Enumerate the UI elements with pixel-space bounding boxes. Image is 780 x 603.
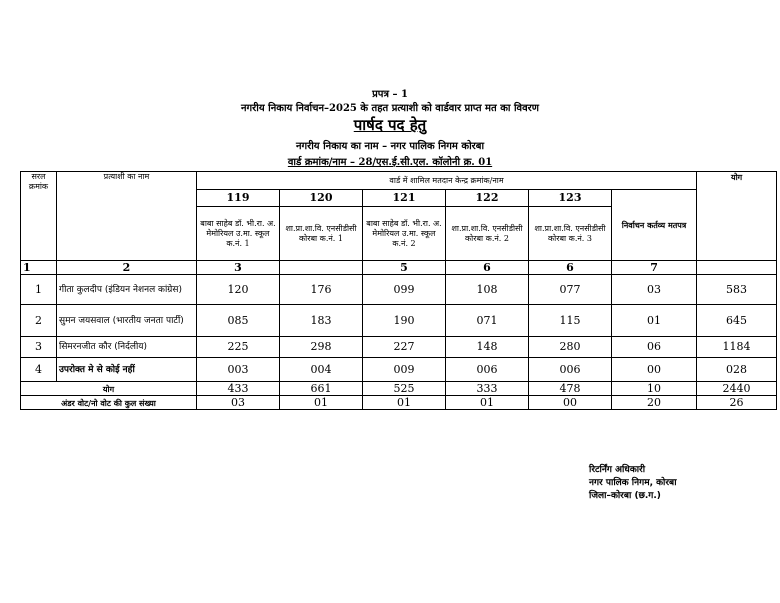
candidate-name: गीता कुलदीप (इंडियन नेशनल कांग्रेस) <box>57 275 197 305</box>
index-cell: 2 <box>57 261 197 275</box>
booth-number: 123 <box>529 190 612 207</box>
table-row <box>21 305 777 337</box>
postal-cell: 06 <box>612 337 697 358</box>
signature-district: जिला–कोरबा (छ.ग.) <box>589 491 661 501</box>
under-vote-cell: 01 <box>280 396 363 410</box>
ward-name: वार्ड क्रमांक/नाम – 28/एस.ई.सी.एल. कॉलोनी क्र. 01 <box>287 157 493 168</box>
vote-cell: 006 <box>446 358 529 382</box>
document-subtitle: नगरीय निकाय निर्वाचन–2025 के तहत प्रत्याशी को वार्डवार प्राप्त मत का विवरण <box>241 103 539 114</box>
vote-cell: 006 <box>529 358 612 382</box>
vote-cell: 298 <box>280 337 363 358</box>
table-row <box>21 275 777 305</box>
total-cell: 583 <box>697 275 777 305</box>
index-cell: 6 <box>529 261 612 275</box>
postal-cell: 00 <box>612 358 697 382</box>
total-cell: 645 <box>697 305 777 337</box>
col-name-header: प्रत्याशी का नाम <box>57 172 197 261</box>
table-row <box>21 358 777 382</box>
index-cell: 7 <box>612 261 697 275</box>
under-vote-label: अंडर वोट/नो वोट की कुल संख्या <box>21 396 197 410</box>
vote-total-cell: 333 <box>446 382 529 396</box>
document-title: पार्षद पद हेतु <box>353 116 427 134</box>
index-row <box>21 261 777 275</box>
vote-total-cell: 661 <box>280 382 363 396</box>
grand-total-cell: 2440 <box>697 382 777 396</box>
under-vote-cell: 01 <box>363 396 446 410</box>
col-centers-header: वार्ड में शामिल मतदान केन्द्र क्रमांक/नाम <box>197 172 697 190</box>
col-postal-header: निर्वाचन कर्तव्य मतपत्र <box>612 190 697 261</box>
index-cell <box>280 261 363 275</box>
vote-cell: 003 <box>197 358 280 382</box>
vote-cell: 099 <box>363 275 446 305</box>
vote-cell: 190 <box>363 305 446 337</box>
candidate-name: सुमन जयसवाल (भारतीय जनता पार्टी) <box>57 305 197 337</box>
booth-number: 121 <box>363 190 446 207</box>
under-vote-cell: 03 <box>197 396 280 410</box>
results-table <box>20 171 777 410</box>
total-row-label: योग <box>21 382 197 396</box>
signature-office: नगर पालिक निगम, कोरबा <box>589 478 677 488</box>
booth-number: 120 <box>280 190 363 207</box>
col-total-header: योग <box>697 172 777 261</box>
vote-cell: 176 <box>280 275 363 305</box>
vote-cell: 108 <box>446 275 529 305</box>
vote-cell: 009 <box>363 358 446 382</box>
postal-total-cell: 10 <box>612 382 697 396</box>
vote-cell: 120 <box>197 275 280 305</box>
table-row <box>21 337 777 358</box>
under-vote-cell: 01 <box>446 396 529 410</box>
total-cell: 028 <box>697 358 777 382</box>
index-cell: 1 <box>21 261 57 275</box>
booth-name: शा.प्रा.शा.वि. एनसीडीसी कोरबा क.नं. 1 <box>280 207 363 261</box>
vote-cell: 085 <box>197 305 280 337</box>
vote-cell: 280 <box>529 337 612 358</box>
body-name: नगरीय निकाय का नाम – नगर पालिक निगम कोरबा <box>295 141 485 152</box>
postal-cell: 01 <box>612 305 697 337</box>
vote-total-cell: 433 <box>197 382 280 396</box>
form-number: प्रपत्र – 1 <box>372 89 408 100</box>
vote-total-cell: 525 <box>363 382 446 396</box>
signature-title: रिटर्निंग अधिकारी <box>589 465 646 475</box>
vote-total-cell: 478 <box>529 382 612 396</box>
postal-cell: 03 <box>612 275 697 305</box>
vote-cell: 225 <box>197 337 280 358</box>
vote-cell: 115 <box>529 305 612 337</box>
under-vote-total: 26 <box>697 396 777 410</box>
under-vote-row <box>21 396 777 410</box>
index-cell <box>697 261 777 275</box>
serial-cell: 1 <box>21 275 57 305</box>
total-cell: 1184 <box>697 337 777 358</box>
vote-cell: 183 <box>280 305 363 337</box>
index-cell: 5 <box>363 261 446 275</box>
booth-name: शा.प्रा.शा.वि. एनसीडीसी कोरबा क.नं. 2 <box>446 207 529 261</box>
serial-cell: 3 <box>21 337 57 358</box>
booth-number: 122 <box>446 190 529 207</box>
vote-cell: 004 <box>280 358 363 382</box>
booth-name: शा.प्रा.शा.वि. एनसीडीसी कोरबा क.नं. 3 <box>529 207 612 261</box>
serial-cell: 2 <box>21 305 57 337</box>
under-vote-cell: 00 <box>529 396 612 410</box>
booth-name: बाबा साहेब डॉ. भी.रा. अ. मेमोरियल उ.मा. स्कूल क.नं. 1 <box>197 207 280 261</box>
col-serial-header: सरल क्रमांक <box>21 172 57 261</box>
vote-cell: 148 <box>446 337 529 358</box>
total-row <box>21 382 777 396</box>
under-vote-postal: 20 <box>612 396 697 410</box>
index-cell: 3 <box>197 261 280 275</box>
candidate-name: सिमरनजीत कौर (निर्दलीय) <box>57 337 197 358</box>
vote-cell: 071 <box>446 305 529 337</box>
signature-block <box>589 464 677 503</box>
vote-cell: 077 <box>529 275 612 305</box>
serial-cell: 4 <box>21 358 57 382</box>
candidate-name: उपरोक्त मे से कोई नहीं <box>57 358 197 382</box>
booth-number: 119 <box>197 190 280 207</box>
vote-cell: 227 <box>363 337 446 358</box>
booth-name: बाबा साहेब डॉ. भी.रा. अ. मेमोरियल उ.मा. स्कूल क.नं. 2 <box>363 207 446 261</box>
index-cell: 6 <box>446 261 529 275</box>
